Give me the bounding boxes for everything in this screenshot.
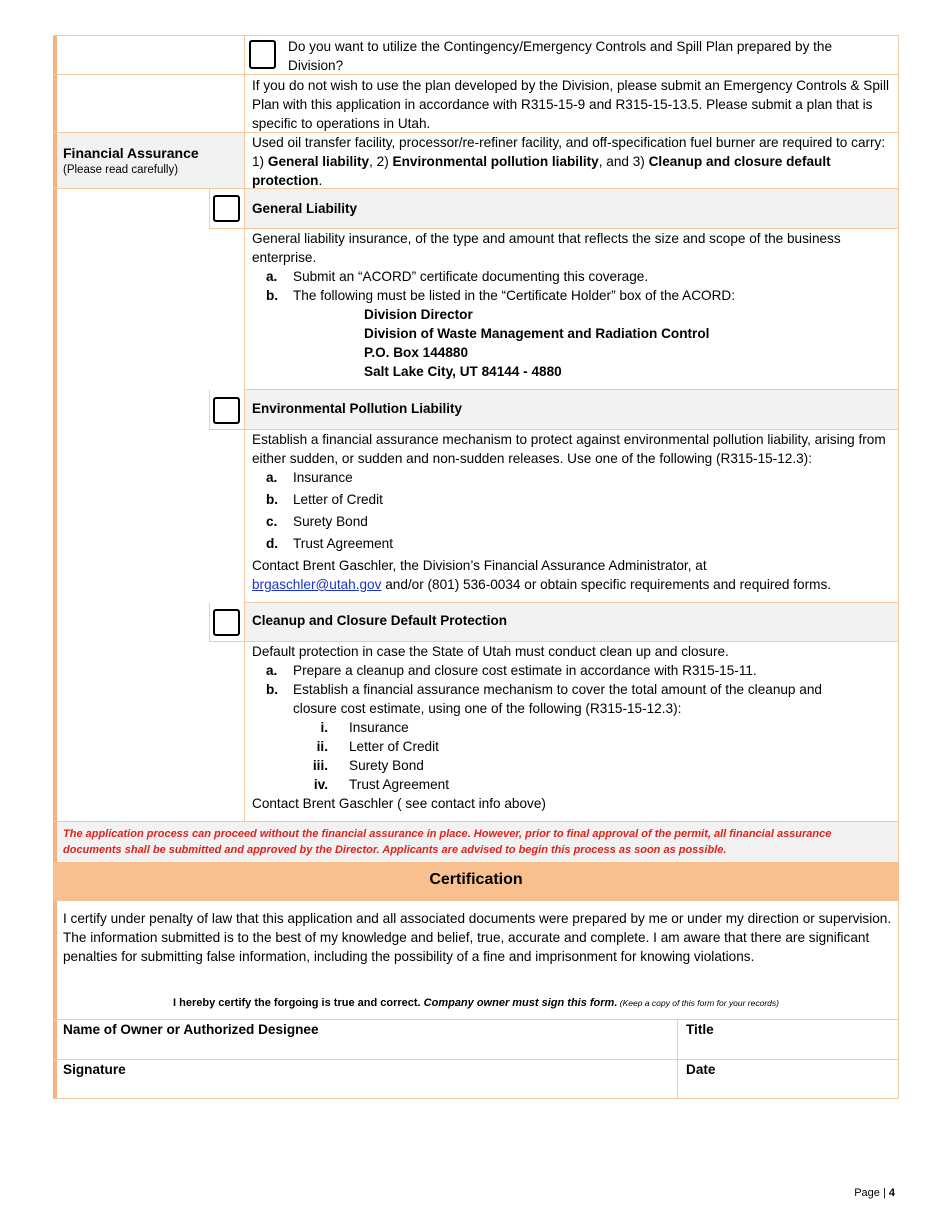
environmental-item-b: Letter of Credit: [293, 492, 383, 507]
left-accent-bar: [53, 35, 57, 1099]
financial-assurance-notice: The application process can proceed without the financial assurance in place. However, prior to final approval of the permit, all financial assurance documents shall be submitted and approved by the Director. Applicants are advised to begin this process as soon as possible.: [63, 828, 832, 856]
environmental-liability-checkbox[interactable]: [213, 397, 240, 424]
title-field[interactable]: [686, 1040, 891, 1057]
owner-name-label: Name of Owner or Authorized Designee: [63, 1022, 319, 1037]
owner-name-field[interactable]: [63, 1040, 668, 1057]
cleanup-item-a: Prepare a cleanup and closure cost estimate in accordance with R315-15-11.: [293, 663, 757, 678]
holder-line-2: Division of Waste Management and Radiation Control: [364, 326, 710, 341]
cleanup-subitem-iv: Trust Agreement: [349, 777, 449, 792]
page-footer: Page | 4: [854, 1187, 895, 1199]
environmental-description: Establish a financial assurance mechanism to protect against environmental pollution liability, arising from either sudden, or sudden and non-sudden releases. Use one of the following (R315-15-12.3):: [252, 432, 886, 466]
date-label: Date: [686, 1062, 716, 1077]
contingency-instruction: If you do not wish to use the plan developed by the Division, please submit an Emergency Controls & Spill Plan with this application in accordance with R315-15-9 and R315-15-13.5. Please submit a plan that is specific to operations in Utah.: [252, 78, 889, 131]
cleanup-closure-checkbox[interactable]: [213, 609, 240, 636]
general-liability-checkbox[interactable]: [213, 195, 240, 222]
cleanup-subitem-ii: Letter of Credit: [349, 739, 439, 754]
top-border: [53, 35, 899, 36]
cleanup-item-b-line2: closure cost estimate, using one of the following (R315-15-12.3):: [293, 701, 682, 716]
cleanup-closure-heading: Cleanup and Closure Default Protection: [252, 613, 508, 628]
holder-line-4: Salt Lake City, UT 84144 - 4880: [364, 364, 562, 379]
holder-line-1: Division Director: [364, 307, 473, 322]
general-liability-heading: General Liability: [252, 201, 358, 216]
column-divider: [244, 35, 245, 188]
financial-assurance-label: Financial Assurance: [63, 145, 199, 161]
cleanup-item-b-line1: Establish a financial assurance mechanism to cover the total amount of the cleanup and: [293, 682, 822, 697]
title-label: Title: [686, 1022, 714, 1037]
cleanup-subitem-iii: Surety Bond: [349, 758, 424, 773]
general-liability-item-b: The following must be listed in the “Certificate Holder” box of the ACORD:: [293, 288, 735, 303]
contingency-checkbox[interactable]: [249, 40, 276, 69]
cleanup-subitem-i: Insurance: [349, 720, 409, 735]
holder-line-3: P.O. Box 144880: [364, 345, 469, 360]
email-link[interactable]: brgaschler@utah.gov: [252, 577, 382, 592]
environmental-liability-heading: Environmental Pollution Liability: [252, 401, 463, 416]
environmental-item-c: Surety Bond: [293, 514, 368, 529]
certification-statement: I certify under penalty of law that this application and all associated documents were prepared by me or under my direction or supervision. The information submitted is to the best of my knowledge and belief, true, accurate and complete. I am aware that there are significant penalties for submitting false information, including the possibility of a fine and imprisonment for knowing violations.: [63, 911, 892, 964]
signature-label: Signature: [63, 1062, 126, 1077]
environmental-item-d: Trust Agreement: [293, 536, 393, 551]
financial-assurance-sublabel: (Please read carefully): [63, 164, 179, 176]
general-liability-description: General liability insurance, of the type and amount that reflects the size and scope of the business enterprise.: [252, 231, 841, 265]
general-liability-item-a: Submit an “ACORD” certificate documenting this coverage.: [293, 269, 649, 284]
environmental-item-a: Insurance: [293, 470, 353, 485]
right-border: [898, 35, 899, 1099]
cleanup-contact: Contact Brent Gaschler ( see contact info above): [252, 796, 546, 811]
environmental-contact-line2: brgaschler@utah.gov and/or (801) 536-0034 or obtain specific requirements and required forms.: [252, 577, 832, 592]
signature-field[interactable]: [63, 1080, 668, 1097]
environmental-contact-line1: Contact Brent Gaschler, the Division’s Financial Assurance Administrator, at: [252, 558, 707, 573]
certification-title: Certification: [429, 871, 523, 888]
contingency-question: Do you want to utilize the Contingency/Emergency Controls and Spill Plan prepared by the Division?: [288, 39, 833, 73]
financial-assurance-intro: Used oil transfer facility, processor/re-refiner facility, and off-specification fuel burner are required to carry: 1) General liability, 2) Environmental pollution liability, and 3) Cleanup and closure default protection.: [252, 135, 886, 188]
certification-affirmation: I hereby certify the forgoing is true and correct. Company owner must sign this form. (Keep a copy of this form for your records): [173, 997, 779, 1009]
date-field[interactable]: [686, 1080, 891, 1097]
cleanup-description: Default protection in case the State of Utah must conduct clean up and closure.: [252, 644, 729, 659]
